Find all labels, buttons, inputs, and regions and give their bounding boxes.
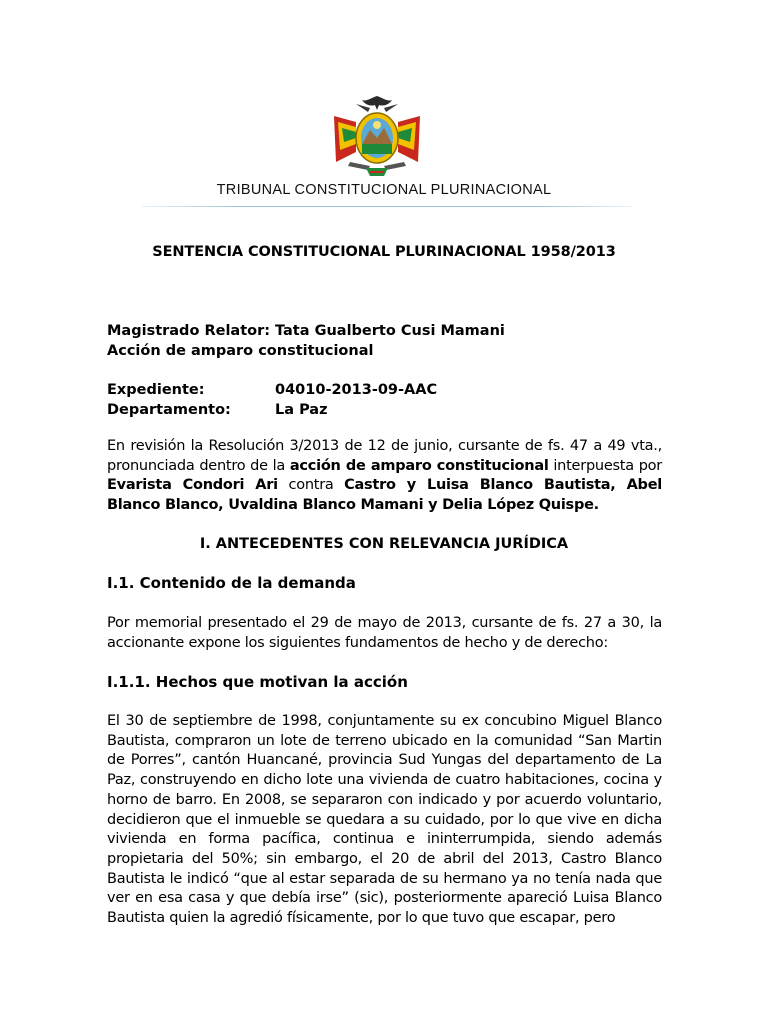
hechos-paragraph: El 30 de septiembre de 1998, conjuntamente su ex concubino Miguel Blanco Bautista, compraron un lote de terreno ubicado en la comunidad “San Martin de Porres”, cantón Huancané, provincia Sud Yungas del departamento de La Paz, construyendo en dicho lote una vivienda de cuatro habitaciones, cocina y horno de barro. En 2008, se separaron con indicado y por acuerdo voluntario, decidieron que el inmueble se quedara a su cuidado, por lo que vive en dicha vivienda en forma pacífica, continua e ininterrumpida, siendo además propietaria del 50%; sin embargo, el 20 de abril del 2013, Castro Blanco Bautista le indicó “que al estar separada de su hermano ya no tenía nada que ver en esa casa y que debía irse” (sic), posteriormente apareció Luisa Blanco Bautista quien la agredió físicamente, por lo que tuvo que escapar, pero — [107, 713, 662, 927]
section-heading-antecedentes: I. ANTECEDENTES CON RELEVANCIA JURÍDICA — [199, 536, 569, 552]
subheading-contenido: I.1. Contenido de la demanda — [107, 574, 356, 592]
institution-name: TRIBUNAL CONSTITUCIONAL PLURINACIONAL — [216, 182, 552, 198]
intro-bold-plaintiff: Evarista Condori Ari — [107, 477, 278, 494]
departamento-value: La Paz — [275, 402, 328, 418]
action-type: Acción de amparo constitucional — [107, 343, 374, 359]
intro-bold-defendants: Castro y Luisa Blanco Bautista, Abel Blanco Blanco, Uvaldina Blanco Mamani y Delia López Quispe. — [107, 477, 662, 514]
contenido-paragraph: Por memorial presentado el 29 de mayo de 2013, cursante de fs. 27 a 30, la accionante expone los siguientes fundamentos de hecho y de derecho: — [107, 615, 662, 651]
expediente-value: 04010-2013-09-AAC — [275, 382, 438, 398]
intro-text-1: En revisión la Resolución 3/2013 de 12 de junio, cursante de fs. 47 a 49 vta., pronunciada dentro de la — [107, 438, 662, 474]
intro-text-2: interpuesta por — [548, 457, 662, 474]
intro-paragraph — [107, 437, 662, 516]
coat-of-arms-emblem — [326, 92, 428, 180]
document-title: SENTENCIA CONSTITUCIONAL PLURINACIONAL 1958/2013 — [152, 244, 616, 260]
magistrate-value: Tata Gualberto Cusi Mamani — [275, 323, 505, 339]
magistrate-label: Magistrado Relator: — [107, 323, 271, 339]
subheading-hechos: I.1.1. Hechos que motivan la acción — [107, 673, 408, 691]
action-type-line — [107, 341, 373, 361]
expediente-label: Expediente: — [107, 382, 205, 398]
departamento-line — [107, 400, 328, 420]
intro-text-3: contra — [277, 477, 345, 494]
departamento-label: Departamento: — [107, 402, 231, 418]
header-divider — [142, 206, 632, 207]
magistrate-line — [107, 321, 505, 341]
intro-bold-action: acción de amparo constitucional — [289, 457, 549, 474]
expediente-line — [107, 380, 438, 400]
